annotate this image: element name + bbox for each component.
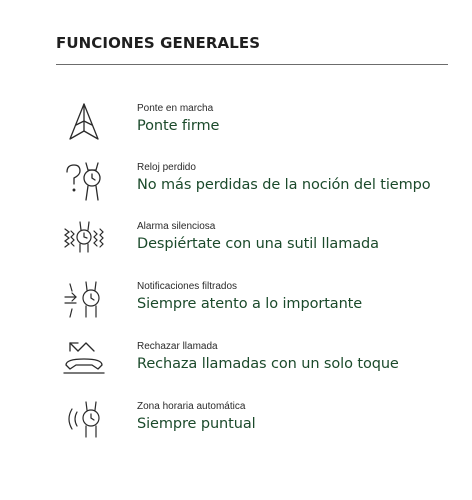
feature-item-alarma-silenciosa — [56, 219, 448, 267]
feature-item-rechazar-llamada — [56, 339, 448, 387]
feature-headline: No más perdidas de la noción del tiempo — [137, 177, 431, 193]
feature-headline: Rechaza llamadas con un solo toque — [137, 356, 399, 372]
feature-caption: Alarma silenciosa — [137, 221, 216, 232]
pyramid-arrow-icon — [62, 101, 106, 145]
watch-timezone-icon — [62, 399, 106, 443]
feature-caption: Notificaciones filtrados — [137, 281, 238, 292]
watch-filter-icon — [62, 279, 106, 323]
feature-item-reloj-perdido — [56, 160, 448, 208]
watch-question-icon — [62, 160, 106, 204]
feature-headline: Siempre puntual — [137, 416, 256, 432]
section-title: FUNCIONES GENERALES — [56, 34, 261, 52]
feature-caption: Zona horaria automática — [137, 401, 246, 412]
feature-caption: Rechazar llamada — [137, 341, 218, 352]
divider — [56, 64, 448, 65]
watch-vibrate-icon — [62, 219, 106, 263]
feature-caption: Reloj perdido — [137, 162, 196, 173]
feature-item-ponte-en-marcha — [56, 101, 448, 149]
feature-item-notificaciones-filtrados — [56, 279, 448, 327]
reject-call-icon — [62, 339, 106, 383]
feature-caption: Ponte en marcha — [137, 103, 214, 114]
feature-item-zona-horaria — [56, 399, 448, 447]
feature-headline: Siempre atento a lo importante — [137, 296, 363, 312]
feature-headline: Despiértate con una sutil llamada — [137, 236, 379, 252]
feature-headline: Ponte firme — [137, 118, 220, 134]
